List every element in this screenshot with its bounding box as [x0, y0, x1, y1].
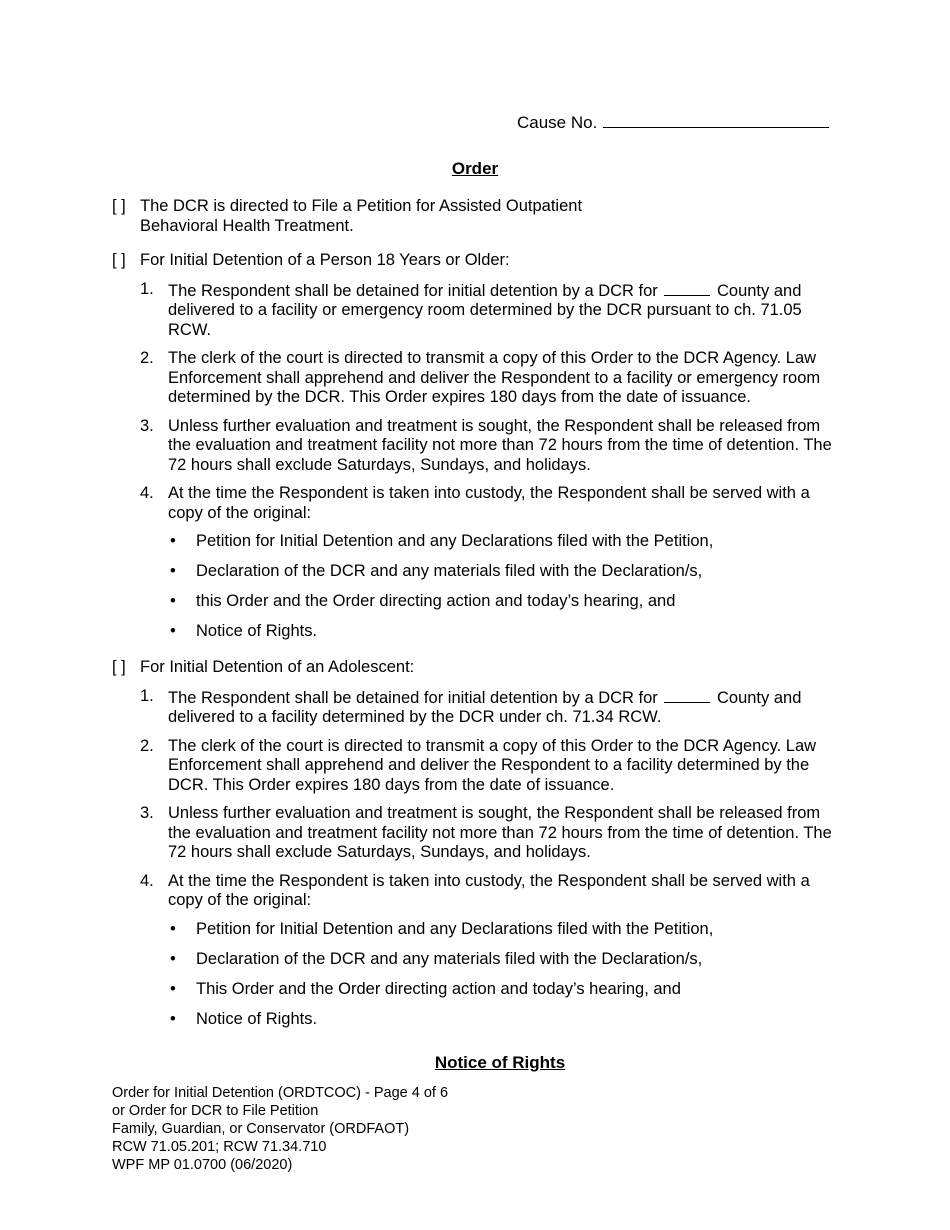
item-text: Unless further evaluation and treatment is sought, the Respondent shall be released from the evaluation and treatment facility not more than 72 hours from the time of detention. The 72 hours shall exclude Saturdays, Sundays, and holidays.: [168, 416, 832, 474]
adult-option: [112, 251, 842, 271]
list-item: [140, 687, 842, 728]
cause-number-label: Cause No.: [517, 113, 598, 132]
bullet-text: Notice of Rights.: [196, 622, 318, 640]
item-text: The clerk of the court is directed to transmit a copy of this Order to the DCR Agency. Law Enforcement shall apprehend and deliver the Respondent to a facility or emergency room determined by the DCR. This Order expires 180 days from the date of issuance.: [168, 349, 821, 406]
item-text: County and delivered to a facility determined by the DCR under ch. 71.34 RCW.: [168, 688, 802, 726]
adolescent-option: [112, 658, 842, 678]
list-item: [140, 804, 842, 863]
footer-line: WPF MP 01.0700 (06/2020): [112, 1157, 293, 1173]
bullet-text: Declaration of the DCR and any materials filed with the Declaration/s,: [196, 949, 703, 968]
item-text: County and delivered to a facility or emergency room determined by the DCR pursuant to ch. 71.05 RCW.: [168, 281, 802, 339]
bullet-item: [168, 622, 842, 642]
footer-line: or Order for DCR to File Petition: [112, 1103, 319, 1119]
bullet-item: [168, 532, 842, 552]
adolescent-numbered-list: [140, 687, 842, 911]
item-number: 4.: [140, 484, 154, 502]
item-number: 1.: [140, 279, 154, 298]
cause-number-blank[interactable]: [603, 112, 829, 128]
bullet-dot: •: [170, 592, 176, 610]
item-number: 2.: [140, 736, 154, 755]
bullet-dot: •: [170, 949, 176, 968]
adolescent-heading: For Initial Detention of an Adolescent:: [140, 658, 415, 676]
bullet-dot: •: [170, 919, 176, 938]
bullet-text: Notice of Rights.: [196, 1009, 318, 1028]
list-item: [140, 737, 842, 796]
list-item: [140, 417, 842, 476]
bullet-dot: •: [170, 979, 176, 998]
petition-line-1: The DCR is directed to File a Petition for Assisted Outpatient: [140, 197, 583, 215]
bullet-item: [168, 562, 842, 582]
bullet-text: This Order and the Order directing action and today’s hearing, and: [196, 979, 681, 998]
adolescent-bullet-list: [168, 920, 842, 1030]
bullet-text: this Order and the Order directing action and today’s hearing, and: [196, 592, 676, 610]
footer-line: RCW 71.05.201; RCW 71.34.710: [112, 1139, 327, 1155]
adolescent-checkbox[interactable]: [ ]: [112, 658, 126, 676]
item-number: 2.: [140, 349, 154, 367]
item-number: 4.: [140, 871, 154, 890]
petition-text: [140, 197, 842, 236]
item-text: The Respondent shall be detained for initial detention by a DCR for: [168, 281, 658, 300]
county-blank[interactable]: [664, 280, 710, 296]
item-text: At the time the Respondent is taken into custody, the Respondent shall be served with a copy of the original:: [168, 484, 810, 522]
county-blank[interactable]: [664, 687, 710, 703]
petition-checkbox[interactable]: [ ]: [112, 197, 126, 215]
petition-option: [112, 197, 842, 236]
adult-bullet-list: [168, 532, 842, 642]
list-item: [140, 872, 842, 911]
bullet-text: Petition for Initial Detention and any Declarations filed with the Petition,: [196, 919, 714, 938]
list-item: [140, 484, 842, 523]
bullet-text: Petition for Initial Detention and any Declarations filed with the Petition,: [196, 532, 714, 550]
footer-line: Order for Initial Detention (ORDTCOC) - Page 4 of 6: [112, 1085, 449, 1101]
adult-heading: For Initial Detention of a Person 18 Years or Older:: [140, 251, 510, 269]
bullet-text: Declaration of the DCR and any materials filed with the Declaration/s,: [196, 562, 703, 580]
item-text: The clerk of the court is directed to transmit a copy of this Order to the DCR Agency. Law Enforcement shall apprehend and deliver the Respondent to a facility determined by the DCR. This Order expires 180 days from the date of issuance.: [168, 736, 817, 794]
list-item: [140, 280, 842, 341]
item-number: 3.: [140, 804, 154, 822]
item-text: Unless further evaluation and treatment is sought, the Respondent shall be released from the evaluation and treatment facility not more than 72 hours from the time of detention. The 72 hours shall exclude Saturdays, Sundays, and holidays.: [168, 804, 832, 861]
list-item: [140, 349, 842, 408]
item-text: At the time the Respondent is taken into custody, the Respondent shall be served with a copy of the original:: [168, 871, 810, 909]
page-footer: [112, 1084, 448, 1174]
order-body: [112, 197, 842, 1040]
item-number: 3.: [140, 416, 154, 435]
bullet-item: [168, 950, 842, 970]
bullet-item: [168, 920, 842, 940]
cause-number-field: [517, 112, 829, 133]
bullet-item: [168, 1010, 842, 1030]
bullet-dot: •: [170, 532, 176, 550]
bullet-dot: •: [170, 562, 176, 580]
adult-numbered-list: [140, 280, 842, 524]
adult-checkbox[interactable]: [ ]: [112, 251, 126, 269]
bullet-dot: •: [170, 1009, 176, 1028]
bullet-item: [168, 980, 842, 1000]
petition-line-2: Behavioral Health Treatment.: [140, 216, 354, 235]
footer-line: Family, Guardian, or Conservator (ORDFAOT): [112, 1121, 410, 1137]
notice-of-rights-title: Notice of Rights: [434, 1053, 566, 1072]
item-text: The Respondent shall be detained for initial detention by a DCR for: [168, 688, 658, 707]
bullet-item: [168, 592, 842, 612]
bullet-dot: •: [170, 622, 176, 640]
item-number: 1.: [140, 686, 154, 705]
order-title: Order: [451, 159, 499, 178]
